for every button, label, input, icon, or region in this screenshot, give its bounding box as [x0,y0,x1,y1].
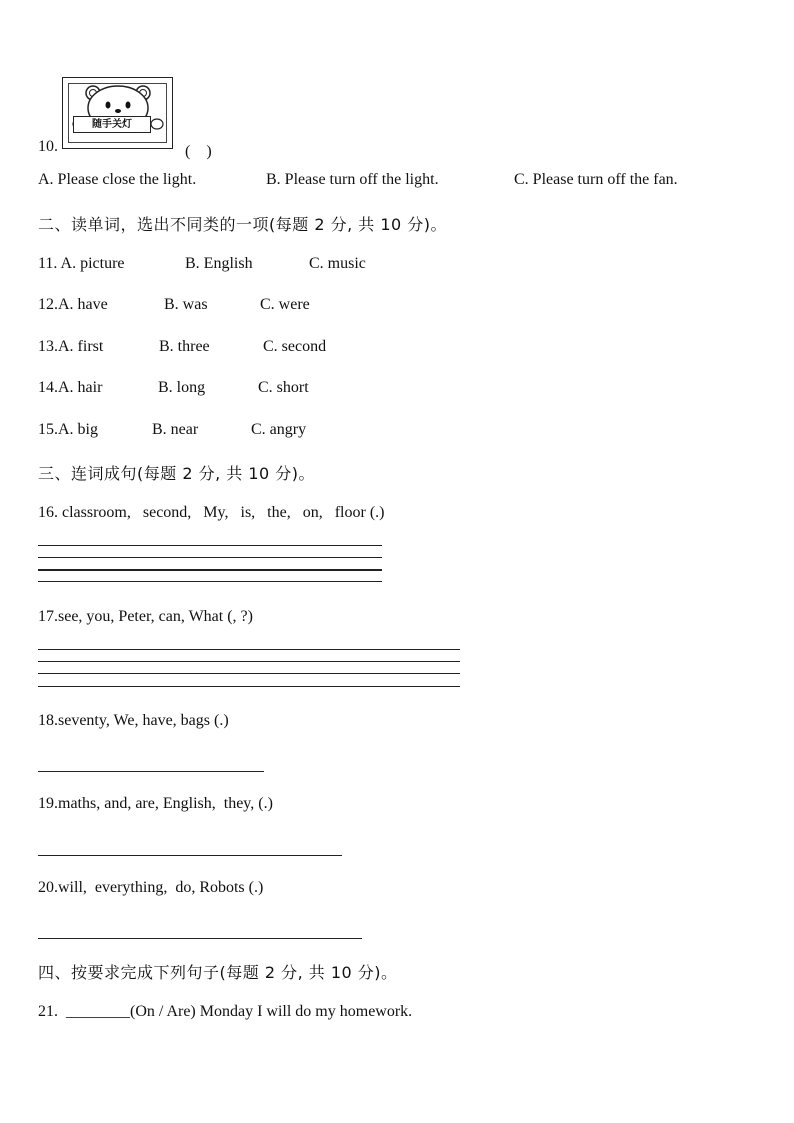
q14-c: C. short [258,379,309,396]
q11-a: 11. A. picture [38,255,125,272]
section3-title: 三、连词成句(每题 2 分, 共 10 分)。 [38,464,316,483]
q16-answer-line-2[interactable] [38,557,382,558]
q10-number: 10. [38,138,58,155]
section2-title: 二、读单词，选出不同类的一项(每题 2 分, 共 10 分)。 [38,215,448,234]
q18-prompt: 18.seventy, We, have, bags (.) [38,712,229,729]
q15-b: B. near [152,421,199,438]
q21-number: 21. [38,1003,58,1020]
q12-b: B. was [164,296,208,313]
q11-b: B. English [185,255,253,272]
q15-c: C. angry [251,421,307,438]
q14-b: B. long [158,379,206,396]
q13-a: 13.A. first [38,338,104,355]
q15-a: 15.A. big [38,421,98,438]
q20-answer-line[interactable] [38,938,362,939]
q16-prompt: 16. classroom, second, My, is, the, on, floor (.) [38,504,385,521]
q10-option-c: C. Please turn off the fan. [514,171,678,188]
turn-off-light-picture [62,77,173,149]
bear-icon [63,78,174,150]
q17-answer-line-1[interactable] [38,649,460,650]
q17-answer-line-2[interactable] [38,661,460,662]
q16-answer-line-3[interactable] [38,569,382,571]
sign-label: 随手关灯 [73,116,151,133]
q17-answer-line-4[interactable] [38,686,460,687]
q19-prompt: 19.maths, and, are, English, they, (.) [38,795,273,812]
q10-answer-paren: ( ) [185,143,212,160]
q14-a: 14.A. hair [38,379,103,396]
q17-answer-line-3[interactable] [38,673,460,674]
q11-c: C. music [309,255,366,272]
q17-prompt: 17.see, you, Peter, can, What (, ?) [38,608,253,625]
q10-option-a: A. Please close the light. [38,171,197,188]
q19-answer-line[interactable] [38,855,342,856]
section4-title: 四、按要求完成下列句子(每题 2 分, 共 10 分)。 [38,963,398,982]
q12-c: C. were [260,296,310,313]
q13-c: C. second [263,338,327,355]
q21-blank[interactable]: ________ [66,1003,130,1020]
q21-text: (On / Are) Monday I will do my homework. [130,1003,413,1020]
q16-answer-line-4[interactable] [38,581,382,582]
q12-a: 12.A. have [38,296,108,313]
q10-option-b: B. Please turn off the light. [266,171,439,188]
q18-answer-line[interactable] [38,771,264,772]
q13-b: B. three [159,338,210,355]
q20-prompt: 20.will, everything, do, Robots (.) [38,879,264,896]
q16-answer-line-1[interactable] [38,545,382,546]
q21-row [38,1003,412,1021]
